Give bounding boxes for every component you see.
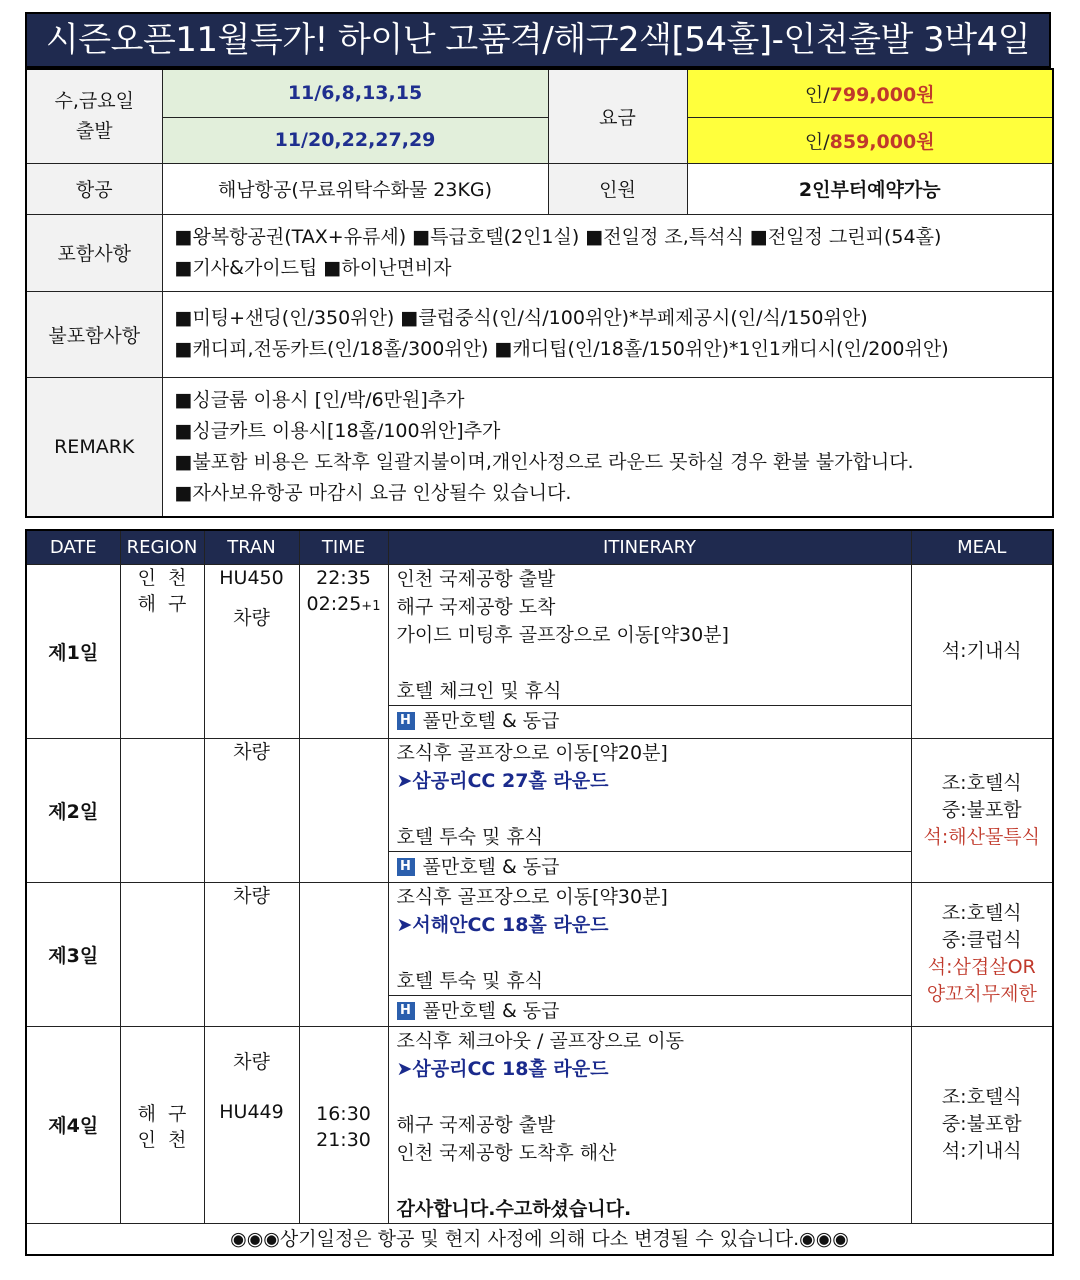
day-3-row bbox=[26, 882, 1053, 1026]
region: 인 천 bbox=[137, 1128, 187, 1151]
day-4-time bbox=[299, 1026, 388, 1223]
remark-label: REMARK bbox=[26, 377, 162, 517]
meal-item: 석:삼겹살OR bbox=[927, 956, 1036, 978]
itinerary-line: 조식후 체크아웃 / 골프장으로 이동 bbox=[396, 1029, 685, 1052]
meal-item: 조:호텔식 bbox=[941, 902, 1022, 924]
meal-item: 석:기내식 bbox=[941, 1140, 1022, 1162]
day-3-time bbox=[299, 882, 388, 1026]
day-1-region bbox=[120, 564, 204, 738]
itinerary-line: 인천 국제공항 출발 bbox=[396, 567, 556, 590]
dates-1: 11/6,8,13,15 bbox=[162, 69, 548, 117]
day-4-itinerary bbox=[388, 1026, 911, 1223]
day-2-tran: 차량 bbox=[204, 738, 299, 882]
itinerary-line: 조식후 골프장으로 이동[약20분] bbox=[396, 741, 668, 764]
transport: 차량 bbox=[233, 1050, 270, 1073]
day-4-row bbox=[26, 1026, 1053, 1223]
exclude-line: ■캐디피,전동카트(인/18홀/300위안) ■캐디팁(인/18홀/150위안)*1인1캐디시(인/200위안) bbox=[174, 338, 949, 360]
meal-item: 석:기내식 bbox=[941, 639, 1022, 662]
exclude-list bbox=[162, 291, 1053, 377]
airline-label: 항공 bbox=[26, 163, 162, 214]
hotel-line bbox=[389, 851, 911, 882]
fare-1-amount: 799,000원 bbox=[829, 83, 935, 106]
header-tran: TRAN bbox=[204, 530, 299, 564]
meal-item: 조:호텔식 bbox=[941, 1086, 1022, 1108]
region: 해 구 bbox=[137, 592, 187, 615]
itinerary-table bbox=[25, 529, 1054, 1256]
pax-value: 2인부터예약가능 bbox=[687, 163, 1053, 214]
itinerary-line: 호텔 체크인 및 휴식 bbox=[396, 679, 562, 702]
meal-item: 중:클럽식 bbox=[941, 929, 1022, 951]
day-3-tran: 차량 bbox=[204, 882, 299, 1026]
hotel-name: 풀만호텔 & 동급 bbox=[422, 709, 560, 732]
time: 16:30 bbox=[316, 1102, 371, 1125]
day-2-region bbox=[120, 738, 204, 882]
time bbox=[300, 591, 388, 620]
remark-line: ■자사보유항공 마감시 요금 인상될수 있습니다. bbox=[174, 481, 572, 504]
include-line: ■기사&가이드팁 ■하이난면비자 bbox=[174, 256, 452, 279]
meal-item: 중:불포함 bbox=[941, 1113, 1022, 1135]
header-meal: MEAL bbox=[911, 530, 1053, 564]
itinerary-line bbox=[389, 939, 911, 967]
airline-value: 해남항공(무료위탁수화물 23KG) bbox=[162, 163, 548, 214]
time: 21:30 bbox=[316, 1128, 371, 1151]
include-line: ■왕복항공권(TAX+유류세) ■특급호텔(2인1실) ■전일정 조,특석식 ■전일정 그린피(54홀) bbox=[174, 225, 942, 248]
itinerary-line bbox=[389, 1167, 911, 1195]
remark-list bbox=[162, 377, 1053, 517]
depart-label: 수,금요일 출발 bbox=[26, 69, 162, 163]
itinerary-line: 조식후 골프장으로 이동[약30분] bbox=[396, 885, 668, 908]
region: 인 천 bbox=[137, 566, 187, 589]
exclude-label: 불포함사항 bbox=[26, 291, 162, 377]
fare-unit: 인/ bbox=[804, 130, 830, 153]
day-1-row bbox=[26, 564, 1053, 738]
fare-label: 요금 bbox=[548, 69, 687, 163]
day-2-time bbox=[299, 738, 388, 882]
itinerary-line: 해구 국제공항 출발 bbox=[396, 1113, 556, 1136]
exclude-line: ■미팅+샌딩(인/350위안) ■클럽중식(인/식/100위안)*부페제공시(인/식/150위안) bbox=[174, 307, 868, 329]
day-4-date: 제4일 bbox=[26, 1026, 120, 1223]
day-1-meal bbox=[911, 564, 1053, 738]
hotel-icon: H bbox=[397, 858, 415, 876]
transport: 차량 bbox=[233, 606, 270, 629]
include-list bbox=[162, 214, 1053, 291]
day-4-tran bbox=[204, 1026, 299, 1223]
next-day-mark: +1 bbox=[361, 598, 381, 614]
golf-round: ➤삼공리CC 18홀 라운드 bbox=[396, 1057, 609, 1080]
day-3-region bbox=[120, 882, 204, 1026]
meal-item: 중:불포함 bbox=[941, 798, 1022, 821]
hotel-icon: H bbox=[397, 712, 415, 730]
fare-2-amount: 859,000원 bbox=[829, 130, 935, 153]
hotel-name: 풀만호텔 & 동급 bbox=[422, 999, 560, 1022]
itinerary-line bbox=[389, 649, 911, 677]
flight-code: HU449 bbox=[219, 1100, 284, 1123]
itinerary-line bbox=[389, 1083, 911, 1111]
remark-line: ■싱글카트 이용시[18홀/100위안]추가 bbox=[174, 419, 501, 442]
day-2-meal bbox=[911, 738, 1053, 882]
itinerary-line: 호텔 투숙 및 휴식 bbox=[396, 825, 544, 848]
golf-round: ➤서해안CC 18홀 라운드 bbox=[396, 913, 609, 936]
itinerary-line bbox=[389, 795, 911, 823]
hotel-line bbox=[389, 705, 911, 736]
day-1-date: 제1일 bbox=[26, 564, 120, 738]
header-itinerary: ITINERARY bbox=[388, 530, 911, 564]
meal-item: 조:호텔식 bbox=[941, 771, 1022, 794]
dates-2: 11/20,22,27,29 bbox=[162, 117, 548, 163]
pax-label: 인원 bbox=[548, 163, 687, 214]
fare-1 bbox=[687, 69, 1053, 117]
region: 해 구 bbox=[137, 1102, 187, 1125]
hotel-line bbox=[389, 995, 911, 1026]
day-1-itinerary bbox=[388, 564, 911, 738]
itinerary-line: 호텔 투숙 및 휴식 bbox=[396, 969, 544, 992]
day-2-itinerary bbox=[388, 738, 911, 882]
fare-unit: 인/ bbox=[804, 83, 830, 106]
remark-line: ■불포함 비용은 도착후 일괄지불이며,개인사정으로 라운드 못하실 경우 환불 불가합니다. bbox=[174, 450, 914, 473]
day-2-row bbox=[26, 738, 1053, 882]
golf-round: ➤삼공리CC 27홀 라운드 bbox=[396, 769, 609, 792]
day-1-time bbox=[299, 564, 388, 738]
include-label: 포함사항 bbox=[26, 214, 162, 291]
fare-2 bbox=[687, 117, 1053, 163]
thanks-message: 감사합니다.수고하셨습니다. bbox=[396, 1197, 632, 1220]
header-date: DATE bbox=[26, 530, 120, 564]
page-title: 시즌오픈11월특가! 하이난 고품격/해구2색[54홀]-인천출발 3박4일 bbox=[25, 12, 1051, 68]
day-4-meal bbox=[911, 1026, 1053, 1223]
day-1-tran bbox=[204, 564, 299, 738]
remark-line: ■싱글룸 이용시 [인/박/6만원]추가 bbox=[174, 388, 465, 411]
header-time: TIME bbox=[299, 530, 388, 564]
meal-item: 석:해산물특식 bbox=[923, 825, 1041, 848]
day-3-date: 제3일 bbox=[26, 882, 120, 1026]
itinerary-line: 가이드 미팅후 골프장으로 이동[약30분] bbox=[396, 623, 729, 646]
day-4-region bbox=[120, 1026, 204, 1223]
day-2-date: 제2일 bbox=[26, 738, 120, 882]
time-value: 02:25 bbox=[306, 592, 362, 615]
flight-code: HU450 bbox=[219, 566, 284, 589]
info-table bbox=[25, 68, 1054, 518]
itinerary-line: 인천 국제공항 도착후 해산 bbox=[396, 1141, 617, 1164]
hotel-name: 풀만호텔 & 동급 bbox=[422, 855, 560, 878]
itinerary-line: 해구 국제공항 도착 bbox=[396, 595, 556, 618]
day-3-itinerary bbox=[388, 882, 911, 1026]
day-3-meal bbox=[911, 882, 1053, 1026]
header-region: REGION bbox=[120, 530, 204, 564]
time: 22:35 bbox=[316, 566, 371, 589]
meal-item: 양꼬치무제한 bbox=[926, 983, 1037, 1005]
footer-note: ◉◉◉상기일정은 항공 및 현지 사정에 의해 다소 변경될 수 있습니다.◉◉◉ bbox=[26, 1223, 1053, 1255]
hotel-icon: H bbox=[397, 1002, 415, 1020]
